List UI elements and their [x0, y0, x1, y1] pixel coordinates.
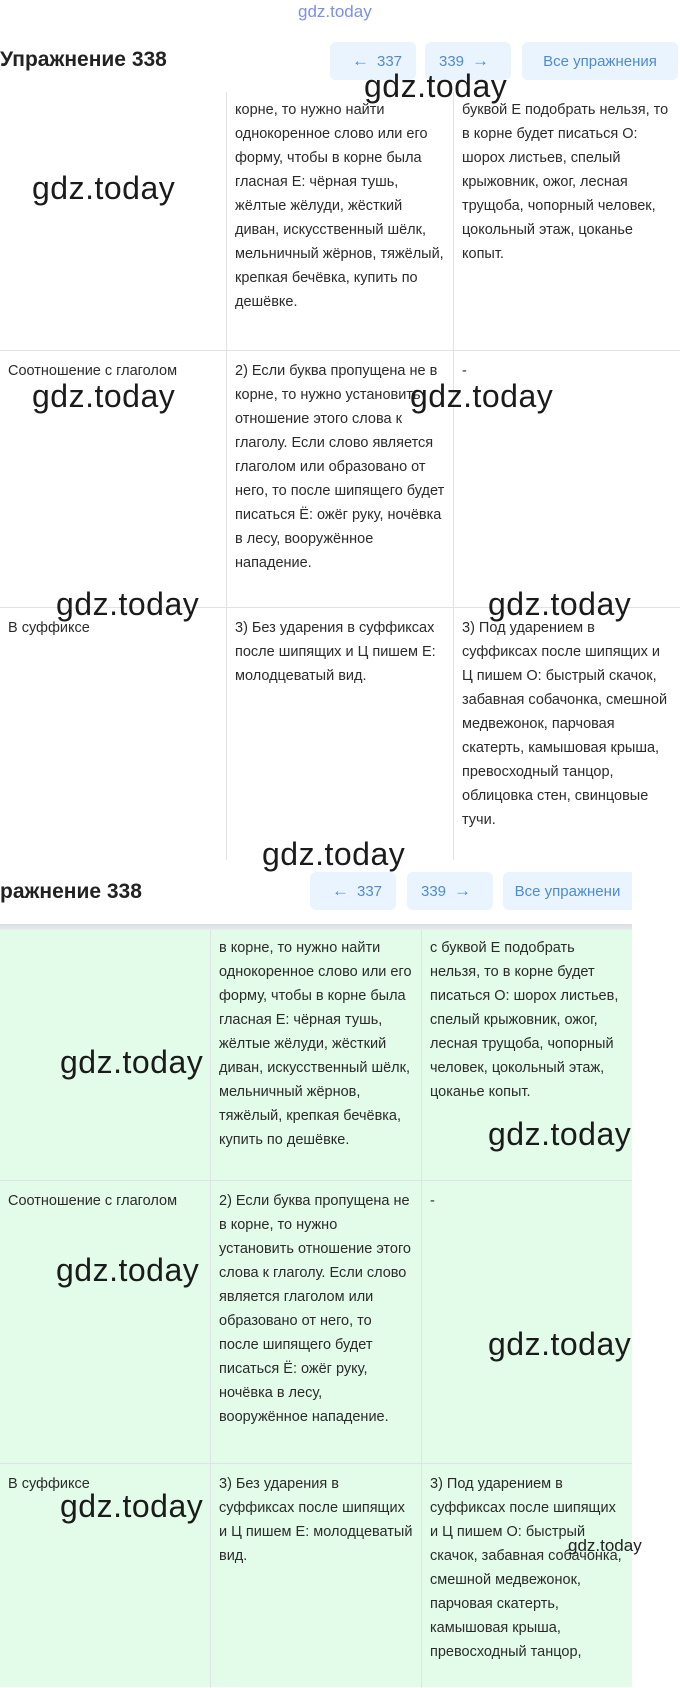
row-label: В суффиксе — [8, 1476, 90, 1492]
row-label: В суффиксе — [8, 620, 90, 636]
watermark-top: gdz.today — [298, 2, 372, 21]
watermark: gdz.today — [32, 378, 176, 414]
row-label — [0, 92, 226, 350]
page-title: ражнение 338 — [0, 880, 142, 903]
table-row — [0, 1180, 632, 1464]
table-row — [0, 607, 680, 861]
rules-table-1 — [0, 92, 680, 860]
arrow-right-icon: → — [454, 881, 472, 900]
prev-exercise-button[interactable] — [310, 872, 396, 910]
arrow-left-icon: ← — [331, 881, 349, 900]
page-title: Упражнение 338 — [0, 48, 167, 71]
unstressed-cell: 2) Если буква пропущена не в корне, то нужно установить отношение этого слова к глаголу. Если слово является глаголом или образовано от него, то после шипящего будет писаться Ё: ожёг руку, ночёвка в лесу, вооружённое нападение. — [226, 351, 453, 608]
watermark: gdz.today — [364, 68, 508, 104]
watermark: gdz.today — [32, 170, 176, 206]
stressed-cell: буквой Е подобрать нельзя, то в корне будет писаться О: шорох листьев, спелый крыжовник, ожог, лесная трущоба, чопорный человек, цокольный этаж, цоканье копыт. — [453, 92, 680, 350]
watermark: gdz.today — [60, 1488, 204, 1524]
next-exercise-button[interactable] — [407, 872, 493, 910]
next-exercise-label: 339 — [438, 52, 465, 70]
stressed-cell: 3) Под ударением в суффиксах после шипящих и Ц пишем О: быстрый скачок, забавная собачонка, смешной медвежонок, парчовая скатерть, камышовая крыша, превосходный танцор, — [421, 1464, 632, 1688]
row-label: Соотношение с глаголом — [8, 363, 178, 379]
watermark: gdz.today — [410, 378, 554, 414]
unstressed-cell: 2) Если буква пропущена не в корне, то нужно установить отношение этого слова к глаголу. Если слово является глаголом или образовано от него, то после шипящего будет писаться Ё: ожёг руку, ночёвка в лесу, вооружённое нападение. — [210, 1181, 421, 1464]
watermark: gdz.today — [56, 586, 200, 622]
all-exercises-label: Все упражнени — [514, 882, 621, 900]
unstressed-cell: корне, то нужно найти однокоренное слово или его форму, чтобы в корне была гласная Е: чёрная тушь, жёлтые жёлуди, жёсткий диван, искусственный шёлк, мельничный жёрнов, тяжёлый, крепкая бечёвка, купить по дешёвке. — [226, 92, 453, 350]
arrow-left-icon: ← — [351, 51, 369, 70]
prev-exercise-label: 337 — [376, 52, 403, 70]
all-exercises-label: Все упражнения — [543, 52, 657, 70]
stressed-cell: - — [421, 1181, 632, 1464]
unstressed-cell: 3) Без ударения в суффиксах после шипящих и Ц пишем Е: молодцеватый вид. — [210, 1464, 421, 1688]
arrow-right-icon: → — [472, 51, 490, 70]
table-row — [0, 92, 680, 350]
watermark: gdz.today — [488, 1326, 632, 1362]
watermark-small: gdz.today — [568, 1536, 642, 1555]
next-exercise-label: 339 — [420, 882, 447, 900]
stressed-cell: 3) Под ударением в суффиксах после шипящих и Ц пишем О: быстрый скачок, забавная собачонка, смешной медвежонок, парчовая скатерть, камышовая крыша, превосходный танцор, облицовка стен, свинцовые тучи. — [453, 608, 680, 861]
stressed-cell: с буквой Е подобрать нельзя, то в корне будет писаться О: шорох листьев, спелый крыжовник, ожог, лесная трущоба, чопорный человек, цокольный этаж, цоканье копыт. — [421, 930, 632, 1180]
row-label: Соотношение с глаголом — [8, 1193, 178, 1209]
all-exercises-button[interactable] — [522, 42, 678, 80]
watermark: gdz.today — [60, 1044, 204, 1080]
unstressed-cell: в корне, то нужно найти однокоренное слово или его форму, чтобы в корне была гласная Е: чёрная тушь, жёлтые жёлуди, жёсткий диван, искусственный шёлк, мельничный жёрнов, тяжёлый, крепкая бечёвка, купить по дешёвке. — [210, 930, 421, 1180]
watermark: gdz.today — [488, 1116, 632, 1152]
unstressed-cell: 3) Без ударения в суффиксах после шипящих и Ц пишем Е: молодцеватый вид. — [226, 608, 453, 861]
stressed-cell: - — [453, 351, 680, 608]
watermark: gdz.today — [56, 1252, 200, 1288]
all-exercises-button[interactable] — [503, 872, 632, 910]
watermark: gdz.today — [488, 586, 632, 622]
prev-exercise-label: 337 — [356, 882, 383, 900]
watermark: gdz.today — [262, 836, 406, 872]
